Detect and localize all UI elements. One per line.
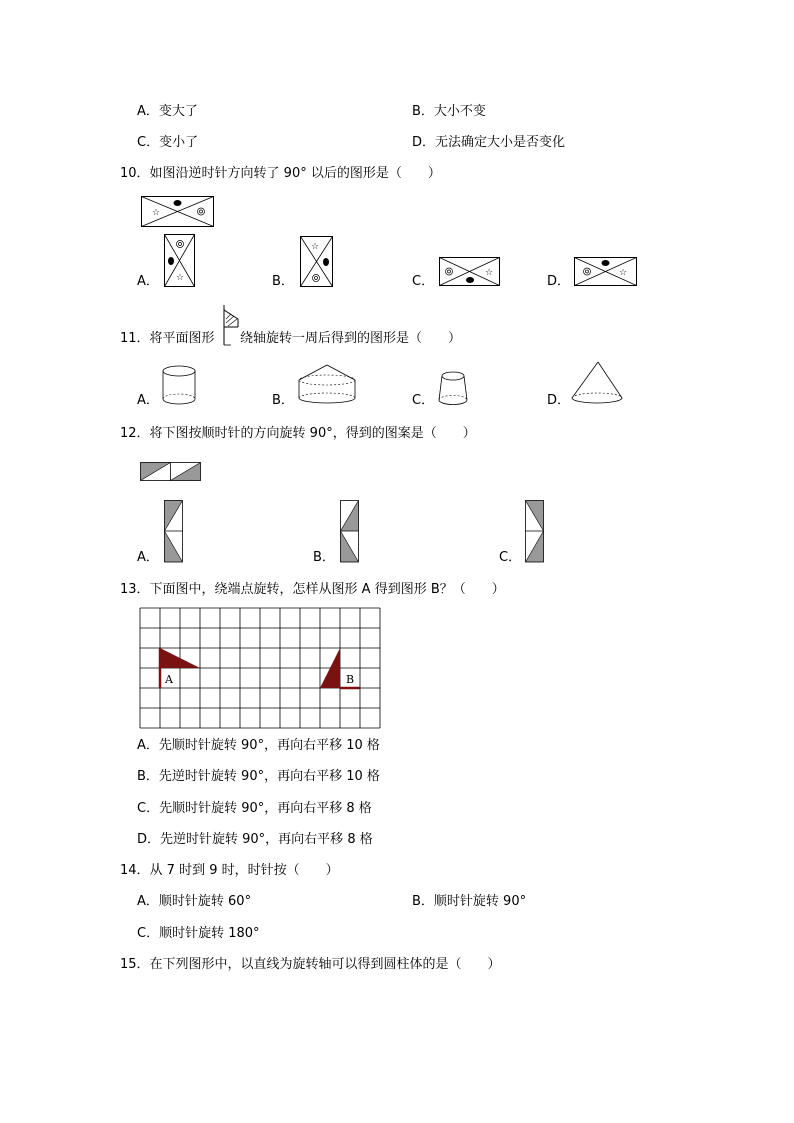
q9-option-a-letter: A． [137, 104, 159, 119]
q12-stem: 12．将下图按顺时针的方向旋转 90°，得到的图案是（ ） [120, 426, 476, 441]
q12-option-a-figure[interactable] [164, 500, 184, 564]
q11-plane-figure [219, 305, 241, 347]
svg-text:☆: ☆ [152, 208, 161, 218]
q13-option-d[interactable]: D．先逆时针旋转 90°，再向右平移 8 格 [137, 832, 373, 847]
q12-option-a-label[interactable]: A． [137, 550, 159, 565]
svg-text:☆: ☆ [176, 273, 185, 283]
q10-option-c-figure[interactable] [439, 257, 501, 287]
q14-option-b[interactable]: B．顺时针旋转 90° [412, 894, 527, 909]
q11-stem-after: 绕轴旋转一周后得到的图形是（ ） [240, 331, 462, 346]
q11-option-a-label[interactable]: A． [137, 393, 159, 408]
q9-option-d-text: 无法确定大小是否变化 [435, 135, 566, 150]
q12-original-pattern [140, 462, 202, 482]
q11-option-b-cone-cylinder[interactable] [295, 362, 359, 408]
svg-text:☆: ☆ [619, 268, 628, 278]
q9-option-c-letter: C． [137, 135, 160, 150]
q12-option-c-label[interactable]: C． [499, 550, 522, 565]
q12-option-b-label[interactable]: B． [313, 550, 335, 565]
q11-option-d-cone[interactable] [570, 360, 624, 408]
q11-option-b-label[interactable]: B． [272, 393, 294, 408]
q9-option-b[interactable] [412, 104, 486, 120]
q9-option-a-text: 变大了 [158, 104, 198, 119]
q15-stem: 15．在下列图形中，以直线为旋转轴可以得到圆柱体的是（ ） [120, 957, 501, 972]
q9-option-d[interactable] [412, 135, 565, 151]
q12-option-b-figure[interactable] [340, 500, 360, 564]
q10-option-d-label[interactable]: D． [547, 274, 571, 289]
q9-option-b-letter: B． [412, 104, 434, 119]
q14-option-c[interactable]: C．顺时针旋转 180° [137, 926, 260, 941]
q11-stem-before: 11．将平面图形 [120, 331, 215, 346]
q12-option-c-figure[interactable] [525, 500, 545, 564]
q10-option-d-figure[interactable] [574, 257, 638, 287]
q14-stem: 14．从 7 时到 9 时，时针按（ ） [120, 863, 339, 878]
q10-stem: 10．如图沿逆时针方向转了 90° 以后的图形是（ ） [120, 166, 441, 181]
shape-b-label: B [346, 673, 355, 686]
q9-option-c-text: 变小了 [159, 135, 199, 150]
shape-a-label: A [165, 673, 173, 686]
q11-option-a-cylinder[interactable] [161, 364, 197, 408]
q11-option-c-frustum[interactable] [437, 370, 469, 408]
q13-option-a[interactable]: A．先顺时针旋转 90°，再向右平移 10 格 [137, 738, 380, 753]
q9-option-c[interactable] [137, 135, 198, 151]
q13-option-c[interactable]: C．先顺时针旋转 90°，再向右平移 8 格 [137, 801, 372, 816]
svg-text:☆: ☆ [485, 268, 494, 278]
q10-option-c-label[interactable]: C． [412, 274, 435, 289]
q14-option-a[interactable]: A．顺时针旋转 60° [137, 894, 252, 909]
q10-original-figure [141, 196, 215, 228]
q11-option-c-label[interactable]: C． [412, 393, 435, 408]
q13-option-b[interactable]: B．先逆时针旋转 90°，再向右平移 10 格 [137, 769, 380, 784]
q9-option-a[interactable] [137, 104, 198, 120]
q11-option-d-label[interactable]: D． [547, 393, 571, 408]
q10-option-a-label[interactable]: A． [137, 274, 159, 289]
q9-option-d-letter: D． [412, 135, 436, 150]
q9-option-b-text: 大小不变 [433, 104, 486, 119]
q10-option-b-figure[interactable] [300, 236, 334, 288]
q13-grid [140, 608, 382, 730]
q10-option-a-figure[interactable] [164, 234, 196, 288]
q10-option-b-label[interactable]: B． [272, 274, 294, 289]
svg-text:☆: ☆ [311, 242, 320, 252]
q13-stem: 13．下面图中，绕端点旋转，怎样从图形 A 得到图形 B？（ ） [120, 582, 505, 597]
